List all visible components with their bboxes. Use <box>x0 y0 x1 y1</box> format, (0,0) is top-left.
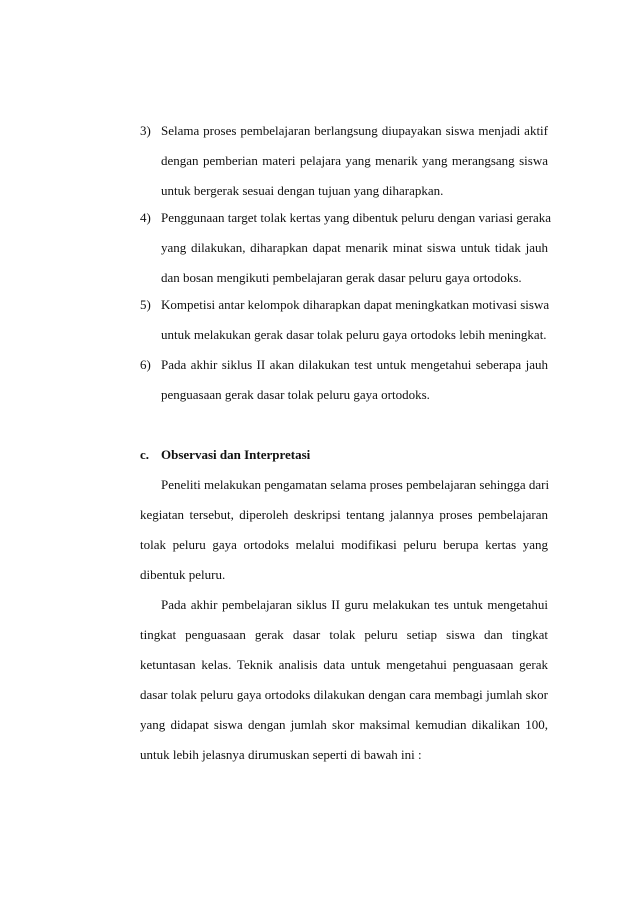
paragraph-line: yang didapat siswa dengan jumlah skor maksimal kemudian dikalikan 100, <box>140 717 548 732</box>
section-title: Observasi dan Interpretasi <box>161 447 311 462</box>
paragraph-line: tolak peluru gaya ortodoks melalui modifikasi peluru berupa kertas yang <box>140 537 548 552</box>
paragraph-line: dibentuk peluru. <box>140 567 226 582</box>
list-item-line: Pada akhir siklus II akan dilakukan test untuk mengetahui seberapa jauh <box>161 357 548 372</box>
list-item-line: Selama proses pembelajaran berlangsung diupayakan siswa menjadi aktif <box>161 123 548 138</box>
paragraph-line: untuk lebih jelasnya dirumuskan seperti di bawah ini : <box>140 747 422 762</box>
list-item-line: Penggunaan target tolak kertas yang dibentuk peluru dengan variasi geraka <box>161 210 551 225</box>
list-item-number: 4) <box>140 210 151 225</box>
list-item-line: untuk melakukan gerak dasar tolak peluru gaya ortodoks lebih meningkat. <box>161 327 547 342</box>
list-item-line: penguasaan gerak dasar tolak peluru gaya ortodoks. <box>161 387 430 402</box>
paragraph-line: ketuntasan kelas. Teknik analisis data untuk mengetahui penguasaan gerak <box>140 657 548 672</box>
list-item-number: 6) <box>140 357 151 372</box>
list-item-line: Kompetisi antar kelompok diharapkan dapat meningkatkan motivasi siswa <box>161 297 550 312</box>
paragraph-line: Peneliti melakukan pengamatan selama proses pembelajaran sehingga dari <box>161 477 550 492</box>
list-item-line: untuk bergerak sesuai dengan tujuan yang diharapkan. <box>161 183 444 198</box>
paragraph-line: Pada akhir pembelajaran siklus II guru melakukan tes untuk mengetahui <box>161 597 548 612</box>
section-letter: c. <box>140 447 150 462</box>
list-item-number: 3) <box>140 123 151 138</box>
list-item-line: dengan pemberian materi pelajara yang menarik yang merangsang siswa <box>161 153 548 168</box>
list-item-line: dan bosan mengikuti pembelajaran gerak dasar peluru gaya ortodoks. <box>161 270 522 285</box>
list-item-number: 5) <box>140 297 151 312</box>
paragraph-line: dasar tolak peluru gaya ortodoks dilakukan dengan cara membagi jumlah skor <box>140 687 548 702</box>
paragraph-line: kegiatan tersebut, diperoleh deskripsi tentang jalannya proses pembelajaran <box>140 507 548 522</box>
paragraph-line: tingkat penguasaan gerak dasar tolak peluru setiap siswa dan tingkat <box>140 627 548 642</box>
list-item-line: yang dilakukan, diharapkan dapat menarik minat siswa untuk tidak jauh <box>161 240 548 255</box>
